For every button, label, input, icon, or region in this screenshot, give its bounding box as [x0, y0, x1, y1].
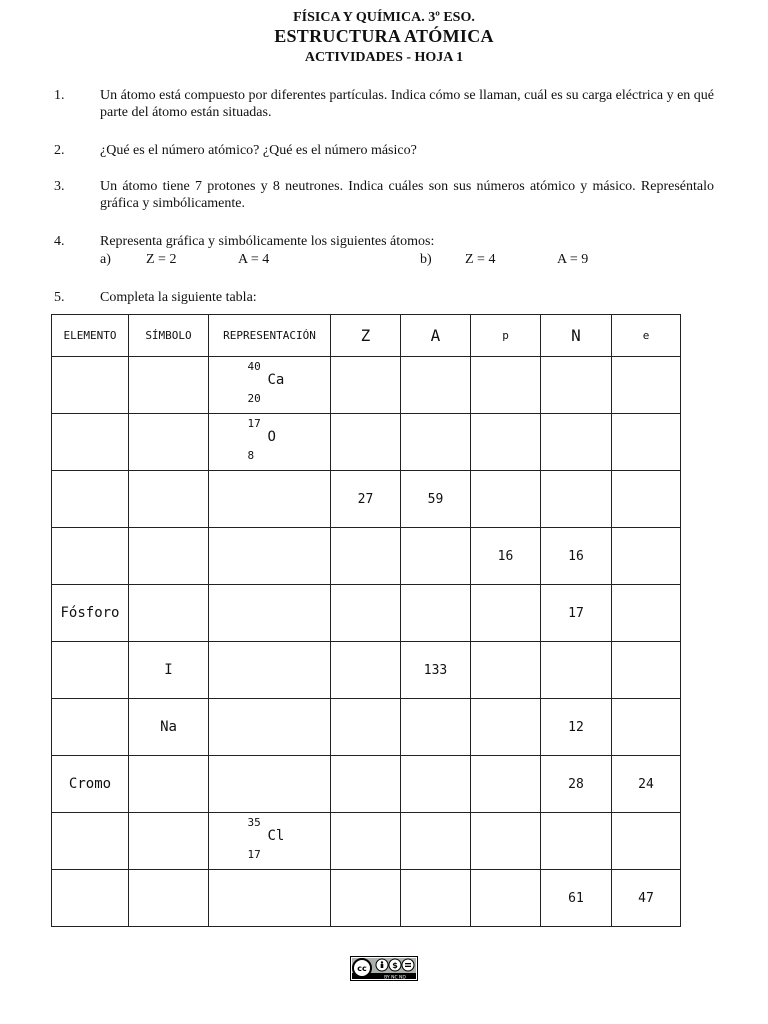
cell-a: 59 [401, 471, 471, 528]
header-p: p [471, 315, 541, 357]
question-number: 4. [54, 234, 65, 249]
header-representacion: REPRESENTACIÓN [209, 315, 331, 357]
cell-rep [209, 585, 331, 642]
cell-p [471, 813, 541, 870]
subject-heading: FÍSICA Y QUÍMICA. 3º ESO. [293, 10, 475, 25]
question-text: ¿Qué es el número atómico? ¿Qué es el número másico? [100, 143, 417, 158]
question-number: 1. [54, 88, 65, 103]
cell-rep [209, 756, 331, 813]
question-text: Completa la siguiente tabla: [100, 290, 257, 305]
isotope-notation [240, 358, 300, 408]
question-1 [54, 87, 714, 127]
cell-z: 27 [331, 471, 401, 528]
cell-n: 61 [541, 870, 612, 927]
cell-elemento [52, 699, 129, 756]
element-symbol: Cl [267, 828, 285, 844]
cell-z [331, 642, 401, 699]
cell-n: 28 [541, 756, 612, 813]
cell-a: 133 [401, 642, 471, 699]
table-row [52, 471, 681, 528]
element-symbol: Ca [267, 372, 285, 388]
header-n: N [541, 315, 612, 357]
option-b-label: b) [420, 252, 432, 267]
cell-z [331, 585, 401, 642]
cell-z [331, 699, 401, 756]
question-5 [54, 289, 714, 309]
table-row [52, 813, 681, 870]
cell-e: 47 [612, 870, 681, 927]
cell-elemento [52, 870, 129, 927]
atomic-number: 20 [247, 392, 261, 405]
cell-z [331, 756, 401, 813]
option-a-a: A = 4 [238, 252, 270, 267]
cell-n: 12 [541, 699, 612, 756]
cell-elemento [52, 813, 129, 870]
cell-e [612, 813, 681, 870]
cell-n [541, 813, 612, 870]
atomic-number: 17 [247, 848, 261, 861]
table-row [52, 414, 681, 471]
table-row [52, 585, 681, 642]
cell-rep [209, 642, 331, 699]
table-header-row [52, 315, 681, 357]
cell-simbolo [129, 756, 209, 813]
cell-n: 16 [541, 528, 612, 585]
cell-simbolo [129, 357, 209, 414]
mass-number: 40 [247, 360, 261, 373]
cell-elemento [52, 528, 129, 585]
cell-n [541, 414, 612, 471]
worksheet-subtitle: ACTIVIDADES - HOJA 1 [304, 50, 464, 65]
cell-p [471, 870, 541, 927]
cell-p [471, 756, 541, 813]
header-z: Z [331, 315, 401, 357]
cell-elemento [52, 642, 129, 699]
cell-p: 16 [471, 528, 541, 585]
mass-number: 17 [247, 417, 261, 430]
question-number: 2. [54, 143, 65, 158]
cell-a [401, 813, 471, 870]
cell-elemento [52, 414, 129, 471]
option-b-a: A = 9 [557, 252, 589, 267]
cell-n [541, 357, 612, 414]
cell-p [471, 357, 541, 414]
element-symbol: O [267, 429, 276, 445]
cell-z [331, 870, 401, 927]
cell-z [331, 357, 401, 414]
question-3 [54, 178, 714, 218]
cell-rep [209, 813, 331, 870]
atom-table [51, 314, 681, 927]
cell-elemento: Cromo [52, 756, 129, 813]
header-a: A [401, 315, 471, 357]
cell-e [612, 528, 681, 585]
question-text: Un átomo está compuesto por diferentes partículas. Indica cómo se llaman, cuál es su carga eléctrica y en qué parte del átomo están situadas. [100, 88, 714, 120]
question-4 [54, 233, 714, 273]
cell-rep [209, 414, 331, 471]
cell-rep [209, 699, 331, 756]
cell-n: 17 [541, 585, 612, 642]
cell-rep [209, 471, 331, 528]
table-row [52, 870, 681, 927]
cell-rep [209, 357, 331, 414]
cell-e [612, 357, 681, 414]
cell-z [331, 528, 401, 585]
cell-p [471, 699, 541, 756]
cell-z [331, 414, 401, 471]
cell-simbolo [129, 471, 209, 528]
question-number: 3. [54, 179, 65, 194]
cell-z [331, 813, 401, 870]
cell-p [471, 471, 541, 528]
question-text: Un átomo tiene 7 protones y 8 neutrones. Indica cuáles son sus números atómico y másico. Represéntalo gráfica y simbólicamente. [100, 179, 714, 211]
table-row [52, 528, 681, 585]
cell-simbolo [129, 870, 209, 927]
cell-a [401, 585, 471, 642]
header-simbolo: SÍMBOLO [129, 315, 209, 357]
table-row [52, 756, 681, 813]
cell-a [401, 357, 471, 414]
question-2 [54, 142, 714, 162]
atomic-number: 8 [247, 449, 255, 462]
cell-e [612, 642, 681, 699]
cell-elemento [52, 357, 129, 414]
cell-a [401, 528, 471, 585]
page-title: ESTRUCTURA ATÓMICA [274, 26, 494, 46]
cell-a [401, 414, 471, 471]
cell-e: 24 [612, 756, 681, 813]
cell-elemento [52, 471, 129, 528]
cell-a [401, 870, 471, 927]
option-a-z: Z = 2 [146, 252, 177, 267]
isotope-notation [240, 415, 300, 465]
cell-n [541, 642, 612, 699]
cell-rep [209, 870, 331, 927]
cell-a [401, 756, 471, 813]
header-elemento: ELEMENTO [52, 315, 129, 357]
option-b-z: Z = 4 [465, 252, 496, 267]
cell-a [401, 699, 471, 756]
cell-rep [209, 528, 331, 585]
question-number: 5. [54, 290, 65, 305]
svg-text:$: $ [392, 961, 398, 970]
question-text: Representa gráfica y simbólicamente los siguientes átomos: [100, 234, 435, 249]
header-e: e [612, 315, 681, 357]
cell-simbolo: Na [129, 699, 209, 756]
license-terms: BY NC ND [384, 975, 406, 981]
nc-icon [389, 959, 401, 971]
cc-license-badge [350, 956, 418, 981]
cell-e [612, 585, 681, 642]
nd-icon [402, 959, 414, 971]
cell-e [612, 414, 681, 471]
cell-p [471, 642, 541, 699]
table-row [52, 699, 681, 756]
cell-simbolo: I [129, 642, 209, 699]
by-icon [376, 959, 388, 971]
option-a-label: a) [100, 252, 111, 267]
mass-number: 35 [247, 816, 261, 829]
table-row [52, 357, 681, 414]
cell-simbolo [129, 585, 209, 642]
cell-simbolo [129, 528, 209, 585]
cell-p [471, 414, 541, 471]
cell-p [471, 585, 541, 642]
cc-badge-text: cc [357, 964, 367, 973]
cell-e [612, 471, 681, 528]
isotope-notation [240, 814, 300, 864]
cell-simbolo [129, 813, 209, 870]
cell-simbolo [129, 414, 209, 471]
table-row [52, 642, 681, 699]
cell-e [612, 699, 681, 756]
cell-n [541, 471, 612, 528]
cell-elemento: Fósforo [52, 585, 129, 642]
